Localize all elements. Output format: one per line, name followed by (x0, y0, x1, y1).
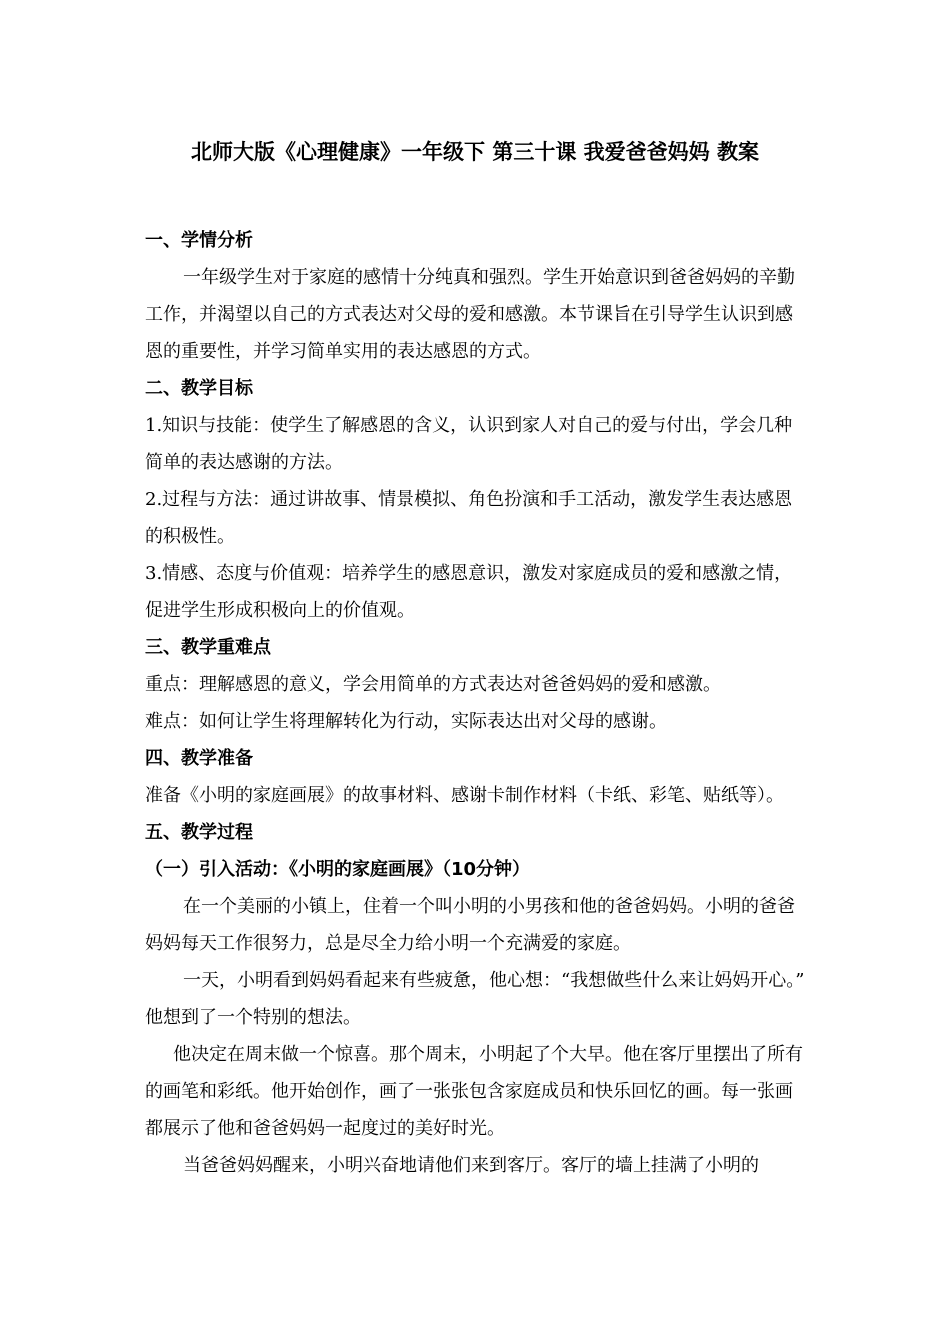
goal-item-emotion: 3.情感、态度与价值观：培养学生的感恩意识，激发对家庭成员的爱和感激之情，促进学生形成积极向上的价值观。 (145, 563, 793, 621)
section-heading-key-points: 三、教学重难点 (145, 637, 271, 658)
section-heading-teaching-goals: 二、教学目标 (145, 378, 253, 399)
difficult-point-text: 难点：如何让学生将理解转化为行动，实际表达出对父母的感谢。 (145, 711, 667, 732)
document-body (145, 222, 810, 1184)
goal-item-knowledge: 1.知识与技能：使学生了解感恩的含义，认识到家人对自己的爱与付出，学会几种简单的表达感谢的方法。 (145, 415, 793, 473)
story-paragraph-1: 在一个美丽的小镇上，住着一个叫小明的小男孩和他的爸爸妈妈。小明的爸爸妈妈每天工作很努力，总是尽全力给小明一个充满爱的家庭。 (145, 896, 795, 954)
section-heading-preparation: 四、教学准备 (145, 748, 253, 769)
preparation-paragraph: 准备《小明的家庭画展》的故事材料、感谢卡制作材料（卡纸、彩笔、贴纸等）。 (145, 785, 784, 806)
key-point-text: 重点：理解感恩的意义，学会用简单的方式表达对爸爸妈妈的爱和感激。 (145, 674, 721, 695)
learning-analysis-paragraph: 一年级学生对于家庭的感情十分纯真和强烈。学生开始意识到爸爸妈妈的辛勤工作，并渴望以自己的方式表达对父母的爱和感激。本节课旨在引导学生认识到感恩的重要性，并学习简单实用的表达感恩的方式。 (145, 267, 795, 362)
section-heading-teaching-process: 五、教学过程 (145, 822, 253, 843)
story-paragraph-3: 他决定在周末做一个惊喜。那个周末，小明起了个大早。他在客厅里摆出了所有的画笔和彩纸。他开始创作，画了一张张包含家庭成员和快乐回忆的画。每一张画都展示了他和爸爸妈妈一起度过的美好时光。 (145, 1044, 803, 1139)
page-title: 北师大版《心理健康》一年级下 第三十课 我爱爸爸妈妈 教案 (191, 140, 759, 164)
goal-item-process: 2.过程与方法：通过讲故事、情景模拟、角色扮演和手工活动，激发学生表达感恩的积极性。 (145, 489, 793, 547)
sub-heading-intro-activity: （一）引入活动：《小明的家庭画展》（10分钟） (145, 859, 531, 880)
story-paragraph-4: 当爸爸妈妈醒来，小明兴奋地请他们来到客厅。客厅的墙上挂满了小明的 (183, 1155, 759, 1176)
section-heading-learning-analysis: 一、学情分析 (145, 230, 253, 251)
story-paragraph-2: 一天，小明看到妈妈看起来有些疲惫，他心想：“我想做些什么来让妈妈开心。” 他想到了一个特别的想法。 (145, 970, 805, 1028)
